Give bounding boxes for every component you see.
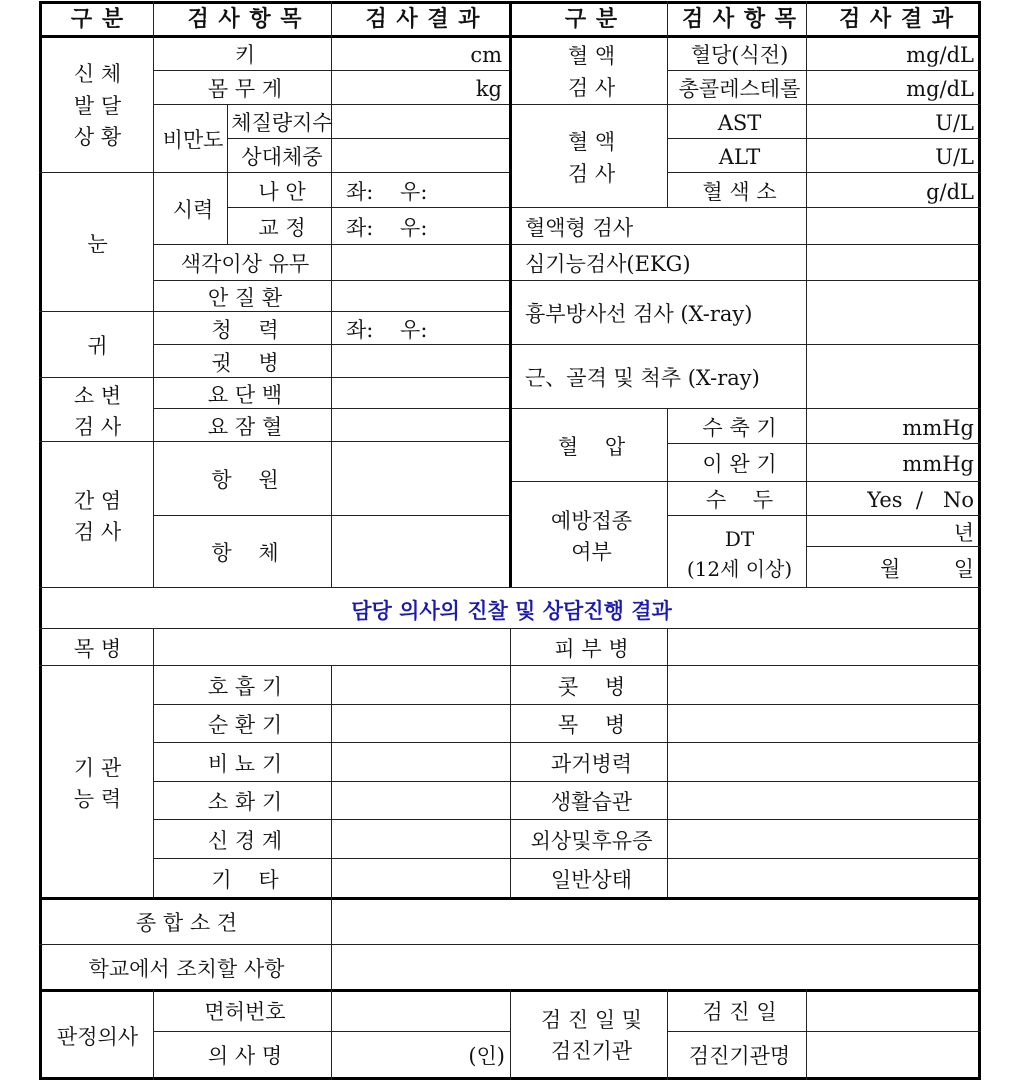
label-obesity: 비만도	[162, 128, 224, 153]
label-respiratory: 호 흡 기	[207, 674, 283, 699]
label-corrected: 교 정	[258, 215, 306, 240]
label-doctor-name: 의 사 명	[207, 1044, 283, 1069]
label-antibody: 항 체	[211, 541, 279, 566]
dt-year[interactable]: 년	[953, 520, 974, 545]
label-urine-protein: 요 단 백	[207, 382, 283, 407]
label-organ-function: 기 관 능 력	[73, 755, 122, 811]
doctor-section-title: 담당 의사의 진찰 및 상담진행 결과	[351, 597, 672, 623]
header-test-item: 검 사 항 목	[187, 6, 303, 32]
label-chickenpox: 수 두	[705, 488, 774, 513]
label-exam-date: 검 진 일	[702, 1000, 777, 1025]
header-category-right: 구 분	[564, 6, 619, 32]
label-blood-pressure: 혈 압	[557, 434, 626, 459]
label-urine-blood: 요 잠 혈	[207, 414, 283, 439]
hearing-left-right[interactable]: 좌: 우:	[346, 317, 428, 342]
label-systolic: 수 축 기	[702, 415, 777, 440]
diastolic-unit[interactable]: mmHg	[902, 452, 974, 477]
weight-unit[interactable]: kg	[475, 77, 502, 102]
glucose-unit[interactable]: mg/dL	[906, 42, 974, 67]
label-blood-test-1: 혈 액 검 사	[567, 44, 616, 100]
label-ekg: 심기능검사(EKG)	[525, 252, 691, 277]
ast-unit[interactable]: U/L	[935, 111, 974, 136]
label-glucose: 혈당(식전)	[690, 42, 789, 67]
label-medical-history: 과거병력	[550, 751, 633, 776]
label-eye-disease: 안 질 환	[207, 285, 283, 310]
label-color-blindness: 색각이상 유무	[180, 252, 310, 277]
label-hemoglobin: 혈 색 소	[702, 179, 777, 204]
label-ear: 귀	[87, 334, 108, 359]
header-test-result-right: 검 사 결 과	[839, 6, 954, 32]
label-chest-xray: 흉부방사선 검사 (X-ray)	[525, 302, 753, 327]
label-hepatitis-test: 간 염 검 사	[73, 488, 122, 544]
label-skin-disease: 피 부 병	[554, 636, 629, 661]
label-urinary: 비 뇨 기	[207, 751, 283, 776]
label-ast: AST	[717, 111, 762, 136]
alt-unit[interactable]: U/L	[935, 145, 974, 170]
label-trauma: 외상및후유증	[530, 828, 653, 853]
hemoglobin-unit[interactable]: g/dL	[926, 179, 974, 204]
label-diastolic: 이 완 기	[702, 452, 777, 477]
label-dt: DT (12세 이상)	[686, 527, 793, 581]
label-circulatory: 순 환 기	[207, 713, 283, 738]
label-cholesterol: 총콜레스테롤	[678, 77, 801, 102]
label-antigen: 항 원	[211, 468, 279, 493]
label-naked-eye: 나 안	[258, 179, 306, 204]
label-nervous: 신 경 계	[207, 828, 283, 853]
label-others: 기 타	[211, 867, 279, 892]
height-unit[interactable]: cm	[470, 42, 502, 67]
label-eye: 눈	[87, 231, 108, 256]
label-height: 키	[234, 42, 256, 67]
health-exam-form	[39, 1, 981, 1080]
label-lifestyle: 생활습관	[550, 790, 633, 815]
dt-month-day[interactable]: 월 일	[880, 556, 974, 581]
label-institution-name: 검진기관명	[688, 1044, 791, 1069]
label-spine-xray: 근、골격 및 척추 (X-ray)	[525, 366, 760, 391]
label-digestive: 소 화 기	[207, 790, 283, 815]
doctor-seal[interactable]: (인)	[468, 1044, 505, 1069]
systolic-unit[interactable]: mmHg	[902, 415, 974, 440]
cholesterol-unit[interactable]: mg/dL	[906, 77, 974, 102]
label-school-action: 학교에서 조치할 사항	[88, 956, 285, 981]
header-test-item-right: 검 사 항 목	[682, 6, 797, 32]
label-throat-disease: 목 병	[557, 713, 626, 738]
label-blood-test-2: 혈 액 검 사	[567, 130, 616, 186]
label-weight: 몸 무 게	[207, 77, 283, 102]
label-neck-disease: 목 병	[73, 636, 122, 661]
label-nose-disease: 콧 병	[557, 674, 626, 699]
vision-naked-left-right[interactable]: 좌: 우:	[346, 179, 428, 204]
label-blood-type: 혈액형 검사	[525, 215, 634, 240]
label-urine-test: 소 변 검 사	[73, 383, 122, 439]
header-test-result: 검 사 결 과	[365, 6, 481, 32]
label-judging-doctor: 판정의사	[56, 1024, 139, 1049]
label-overall-opinion: 종 합 소 견	[135, 910, 238, 935]
label-ear-disease: 귓 병	[211, 350, 279, 375]
label-vision: 시력	[172, 198, 214, 223]
label-license-number: 면허번호	[204, 1000, 286, 1025]
vision-corrected-left-right[interactable]: 좌: 우:	[346, 215, 428, 240]
label-hearing: 청 력	[211, 317, 279, 342]
label-relative-weight: 상대체중	[241, 145, 323, 170]
chickenpox-yes-no[interactable]: Yes / No	[867, 488, 974, 513]
label-vaccination: 예방접종 여부	[550, 508, 633, 564]
label-general-condition: 일반상태	[550, 867, 633, 892]
label-exam-date-institution: 검 진 일 및 검진기관	[540, 1007, 643, 1063]
label-bmi: 체질량지수	[231, 111, 333, 136]
label-body-development: 신 체 발 달 상 황	[73, 62, 122, 150]
label-alt: ALT	[718, 145, 761, 170]
header-category: 구 분	[70, 6, 125, 32]
